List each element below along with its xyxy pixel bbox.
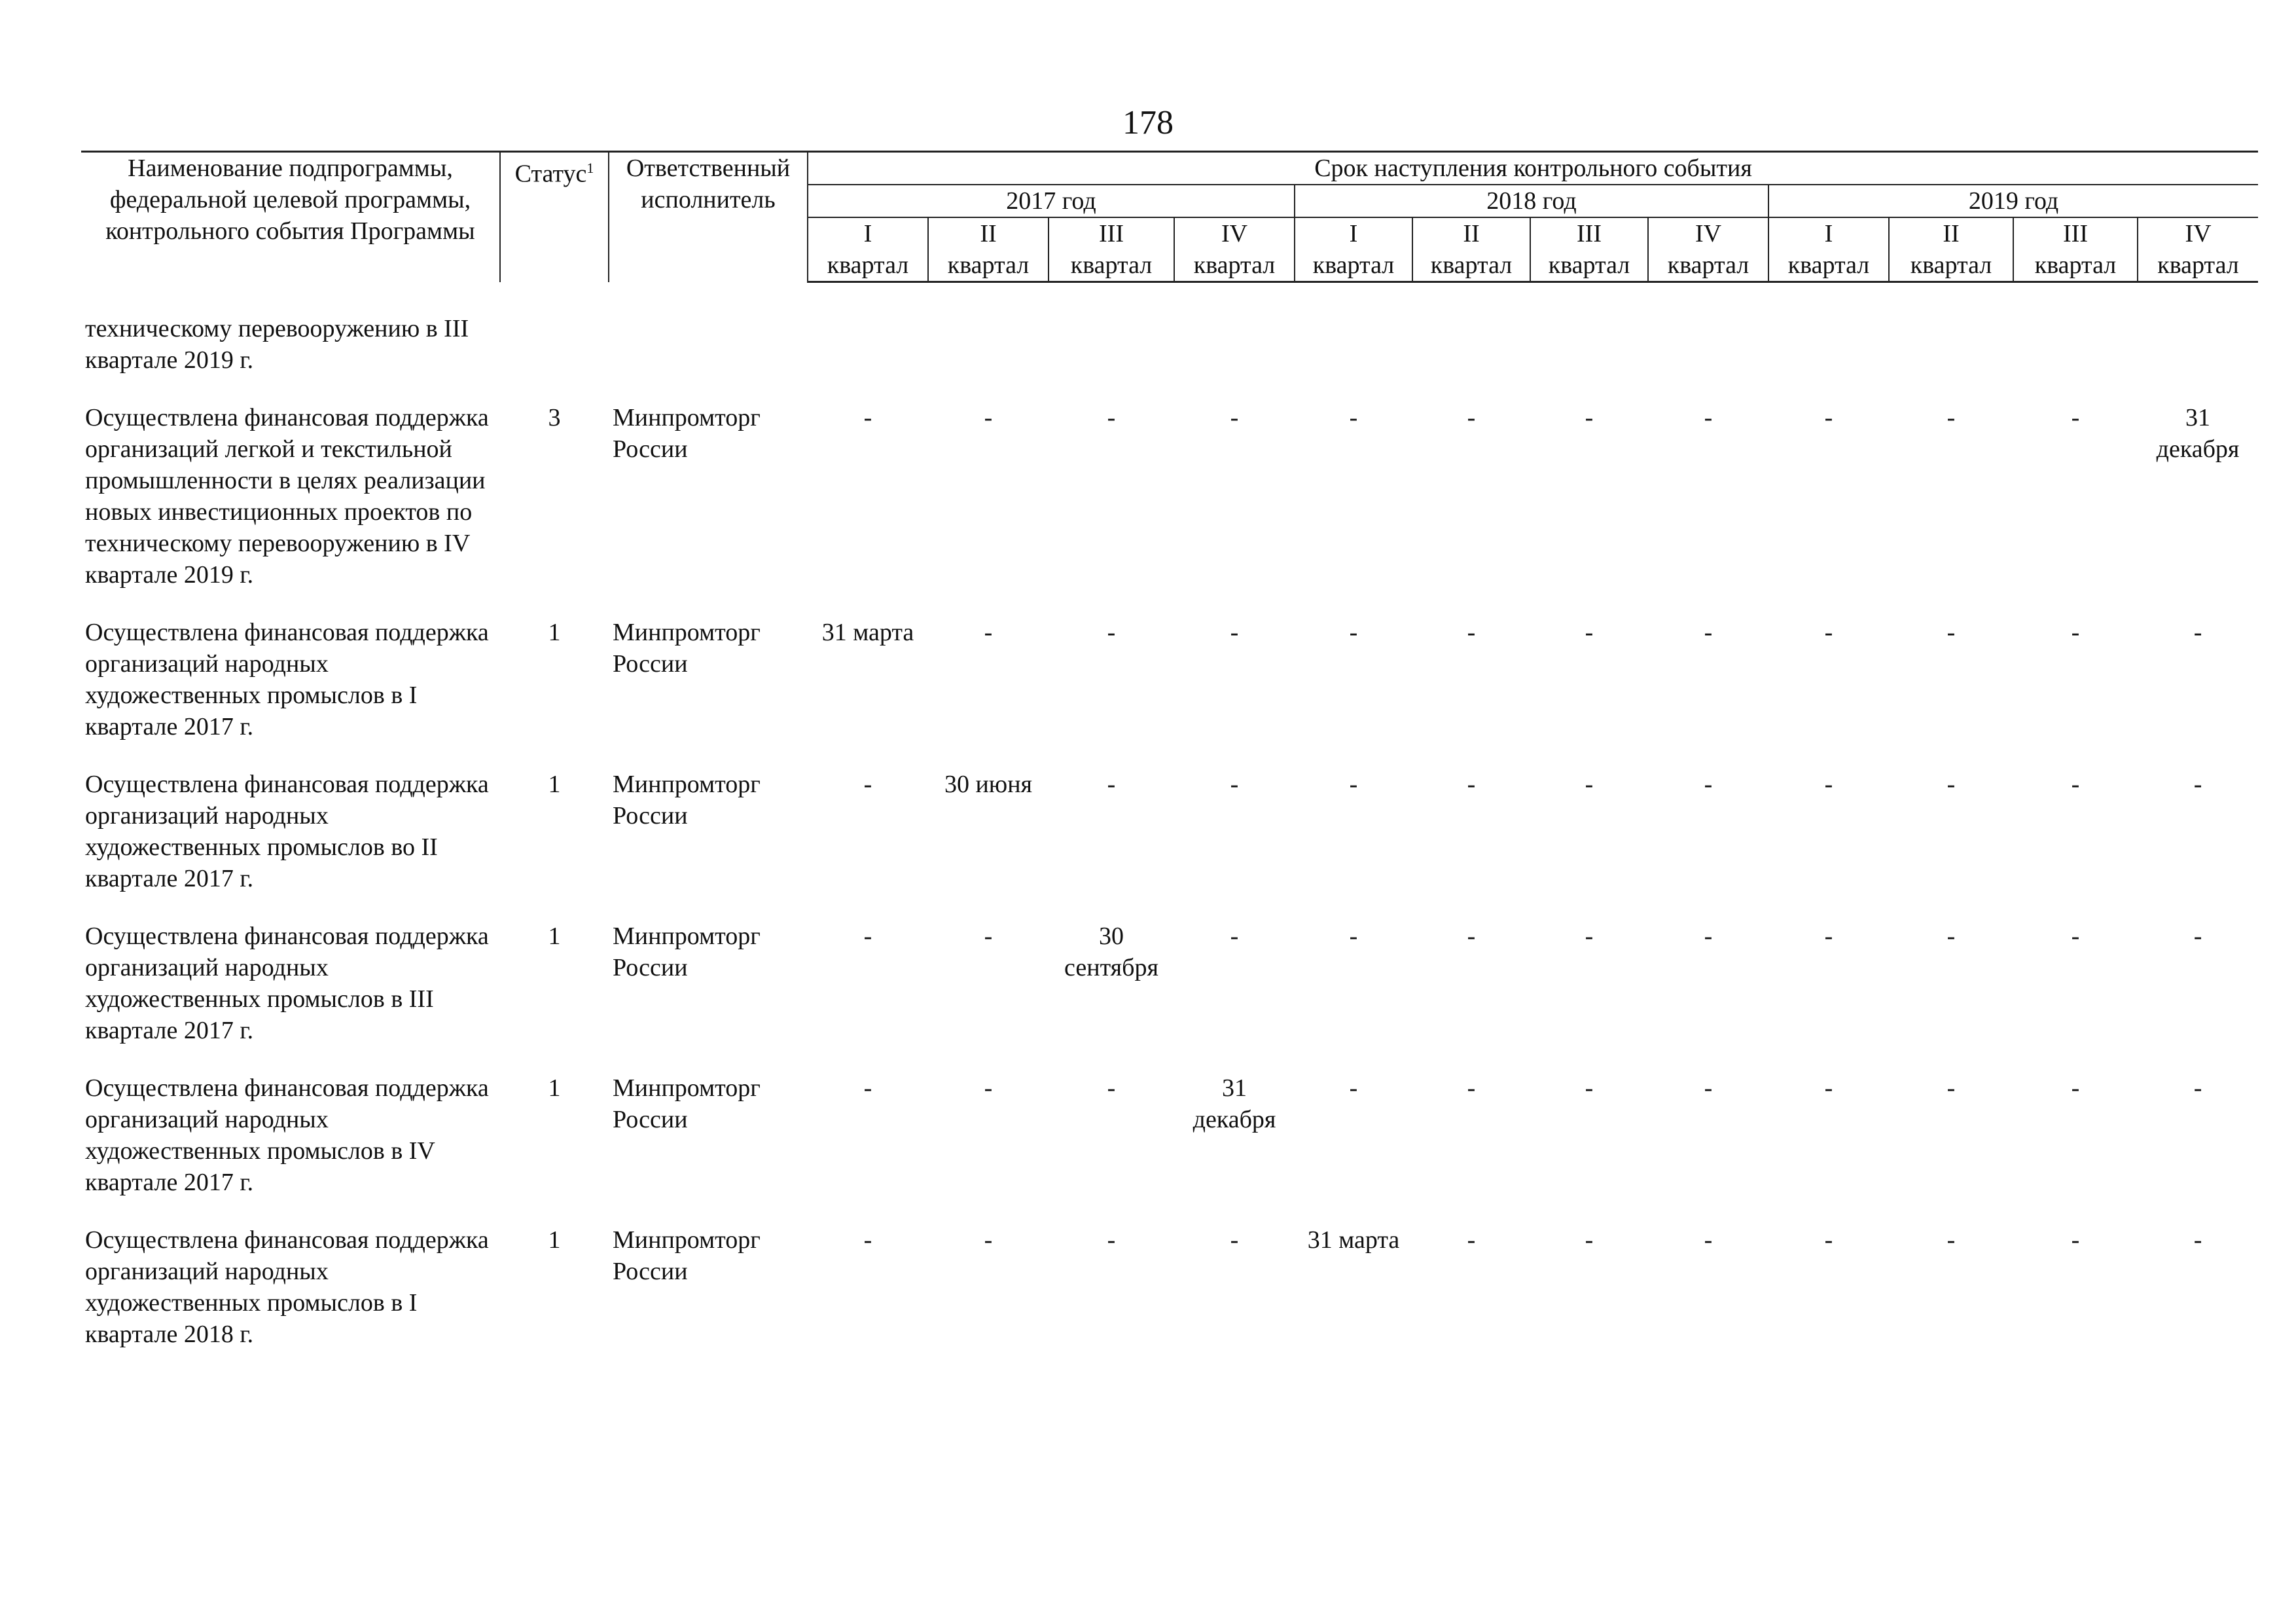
header-quarter-number: IV (2138, 217, 2258, 249)
quarter-deadline-cell (808, 313, 928, 402)
quarter-deadline-cell: - (1585, 1226, 1594, 1254)
status-cell: 1 (548, 619, 561, 646)
status-cell: 1 (548, 1226, 561, 1254)
quarter-deadline-cell (1049, 313, 1174, 402)
control-events-table (81, 151, 2258, 1376)
quarter-deadline-cell: - (1349, 619, 1358, 646)
header-name-column: Наименование подпрограммы, федеральной целевой программы, контрольного события Программы (81, 152, 500, 282)
quarter-deadline-cell: - (1467, 1074, 1476, 1102)
quarter-deadline-cell: - (863, 1074, 872, 1102)
header-quarter-number: I (1768, 217, 1889, 249)
table-row (81, 769, 2258, 921)
quarter-deadline-cell: - (2193, 619, 2202, 646)
quarter-deadline-cell: - (1704, 619, 1713, 646)
quarter-deadline-cell: - (1107, 1226, 1116, 1254)
quarter-deadline-cell: - (863, 922, 872, 950)
quarter-deadline-cell: - (1946, 1074, 1956, 1102)
header-status-label: Статус (514, 160, 587, 188)
quarter-deadline-cell (2138, 313, 2258, 402)
quarter-deadline-cell (2013, 313, 2138, 402)
header-quarter-label: квартал (1530, 249, 1648, 282)
quarter-deadline-cell: - (1946, 1226, 1956, 1254)
quarter-deadline-cell: - (863, 771, 872, 798)
quarter-deadline-cell: - (1824, 1226, 1833, 1254)
responsible-cell: Минпромторг России (613, 619, 761, 678)
quarter-deadline-cell: - (1946, 922, 1956, 950)
quarter-deadline-cell: - (1467, 922, 1476, 950)
quarter-deadline-cell (928, 313, 1049, 402)
header-year-2017: 2017 год (808, 185, 1295, 217)
quarter-deadline-cell: - (1230, 922, 1239, 950)
quarter-deadline-cell (1530, 313, 1648, 402)
quarter-deadline-cell: - (1349, 1074, 1358, 1102)
responsible-cell: Минпромторг России (613, 404, 761, 463)
quarter-deadline-cell: - (1824, 619, 1833, 646)
quarter-deadline-cell: 30 сентября (1064, 922, 1158, 981)
responsible-cell: Минпромторг России (613, 922, 761, 981)
status-cell (500, 313, 609, 402)
quarter-deadline-cell: - (2071, 619, 2080, 646)
header-quarter-label: квартал (1295, 249, 1412, 282)
event-name-cell: техническому перевооружению в III квартале 2019 г. (85, 315, 469, 374)
quarter-deadline-cell: - (863, 404, 872, 431)
quarter-deadline-cell: - (2071, 1074, 2080, 1102)
quarter-deadline-cell: - (1704, 922, 1713, 950)
header-quarter-number: II (1412, 217, 1530, 249)
quarter-deadline-cell: - (2071, 404, 2080, 431)
quarter-deadline-cell: - (1107, 619, 1116, 646)
header-responsible-column: Ответственный исполнитель (609, 152, 808, 282)
header-quarter-number: III (1530, 217, 1648, 249)
quarter-deadline-cell: - (1946, 619, 1956, 646)
table-row (81, 1224, 2258, 1376)
status-cell: 1 (548, 922, 561, 950)
quarter-deadline-cell: - (1467, 619, 1476, 646)
table-row (81, 617, 2258, 769)
header-quarter-label: квартал (1049, 249, 1174, 282)
quarter-deadline-cell: - (2193, 771, 2202, 798)
quarter-deadline-cell: - (1704, 1074, 1713, 1102)
event-name-cell: Осуществлена финансовая поддержка организаций народных художественных промыслов в IV квартале 2017 г. (85, 1074, 489, 1196)
quarter-deadline-cell (1648, 313, 1768, 402)
quarter-deadline-cell: - (1704, 771, 1713, 798)
quarter-deadline-cell: - (2193, 1074, 2202, 1102)
responsible-cell: Минпромторг России (613, 1226, 761, 1285)
quarter-deadline-cell: - (1467, 1226, 1476, 1254)
header-year-2018: 2018 год (1295, 185, 1768, 217)
quarter-deadline-cell: - (1585, 404, 1594, 431)
quarter-deadline-cell (1174, 313, 1295, 402)
status-cell: 1 (548, 771, 561, 798)
quarter-deadline-cell: - (1230, 1226, 1239, 1254)
quarter-deadline-cell: - (984, 619, 993, 646)
quarter-deadline-cell: - (1230, 619, 1239, 646)
quarter-deadline-cell: - (1349, 771, 1358, 798)
quarter-deadline-cell (1412, 313, 1530, 402)
header-quarter-label: квартал (1648, 249, 1768, 282)
quarter-deadline-cell: - (1585, 619, 1594, 646)
quarter-deadline-cell: - (1349, 922, 1358, 950)
status-cell: 1 (548, 1074, 561, 1102)
quarter-deadline-cell (1889, 313, 2013, 402)
quarter-deadline-cell: 31 марта (1307, 1226, 1400, 1254)
quarter-deadline-cell: - (1230, 771, 1239, 798)
quarter-deadline-cell: - (1467, 404, 1476, 431)
header-quarter-number: III (1049, 217, 1174, 249)
quarter-deadline-cell: - (1946, 771, 1956, 798)
header-year-2019: 2019 год (1768, 185, 2258, 217)
header-quarter-label: квартал (808, 249, 928, 282)
header-quarter-number: II (1889, 217, 2013, 249)
quarter-deadline-cell: - (1585, 1074, 1594, 1102)
quarter-deadline-cell: - (2071, 771, 2080, 798)
table-row (81, 1072, 2258, 1224)
header-quarter-label: квартал (1768, 249, 1889, 282)
quarter-deadline-cell: - (1107, 404, 1116, 431)
table-row (81, 921, 2258, 1072)
quarter-deadline-cell: 31 марта (821, 619, 914, 646)
event-name-cell: Осуществлена финансовая поддержка организаций народных художественных промыслов в III квартале 2017 г. (85, 922, 489, 1044)
header-status-column (500, 152, 609, 282)
table-row (81, 313, 2258, 402)
header-quarter-number: IV (1174, 217, 1295, 249)
status-cell: 3 (548, 404, 561, 431)
quarter-deadline-cell: - (984, 1074, 993, 1102)
header-quarter-number: III (2013, 217, 2138, 249)
event-name-cell: Осуществлена финансовая поддержка организаций народных художественных промыслов во II квартале 2017 г. (85, 771, 489, 892)
quarter-deadline-cell: 30 июня (944, 771, 1033, 798)
quarter-deadline-cell: 31 декабря (1193, 1074, 1276, 1133)
event-name-cell: Осуществлена финансовая поддержка организаций народных художественных промыслов в I квартале 2017 г. (85, 619, 489, 740)
page-number: 178 (1122, 104, 1174, 141)
header-quarter-number: IV (1648, 217, 1768, 249)
header-quarter-number: I (808, 217, 928, 249)
quarter-deadline-cell (1295, 313, 1412, 402)
quarter-deadline-cell: - (1824, 1074, 1833, 1102)
quarter-deadline-cell: 31 декабря (2156, 404, 2240, 463)
quarter-deadline-cell: - (1467, 771, 1476, 798)
table-header (81, 152, 2258, 282)
quarter-deadline-cell: - (1585, 922, 1594, 950)
quarter-deadline-cell: - (1107, 771, 1116, 798)
responsible-cell: Минпромторг России (613, 1074, 761, 1133)
header-quarter-label: квартал (1889, 249, 2013, 282)
quarter-deadline-cell: - (984, 922, 993, 950)
quarter-deadline-cell: - (2071, 1226, 2080, 1254)
quarter-deadline-cell: - (1230, 404, 1239, 431)
header-quarter-label: квартал (928, 249, 1049, 282)
responsible-cell (609, 313, 808, 402)
quarter-deadline-cell: - (2071, 922, 2080, 950)
spacer-cell (81, 282, 2258, 314)
quarter-deadline-cell: - (1585, 771, 1594, 798)
quarter-deadline-cell (1768, 313, 1889, 402)
header-status-footnote: 1 (586, 160, 594, 176)
table-body (81, 282, 2258, 1377)
header-quarter-label: квартал (2138, 249, 2258, 282)
header-quarter-number: I (1295, 217, 1412, 249)
quarter-deadline-cell: - (1107, 1074, 1116, 1102)
header-quarter-label: квартал (2013, 249, 2138, 282)
header-deadline: Срок наступления контрольного события (808, 152, 2258, 185)
quarter-deadline-cell: - (1704, 404, 1713, 431)
event-name-cell: Осуществлена финансовая поддержка организаций народных художественных промыслов в I квартале 2018 г. (85, 1226, 489, 1348)
header-quarter-label: квартал (1412, 249, 1530, 282)
responsible-cell: Минпромторг России (613, 771, 761, 830)
header-spacer (81, 282, 2258, 314)
quarter-deadline-cell: - (863, 1226, 872, 1254)
quarter-deadline-cell: - (2193, 922, 2202, 950)
quarter-deadline-cell: - (1946, 404, 1956, 431)
quarter-deadline-cell: - (1824, 404, 1833, 431)
quarter-deadline-cell: - (2193, 1226, 2202, 1254)
event-name-cell: Осуществлена финансовая поддержка организаций легкой и текстильной промышленности в целях реализации новых инвестиционных проектов по техническому перевооружению в IV квартале 2019 г. (85, 404, 489, 589)
quarter-deadline-cell: - (1704, 1226, 1713, 1254)
table-row (81, 402, 2258, 617)
quarter-deadline-cell: - (1824, 922, 1833, 950)
quarter-deadline-cell: - (984, 1226, 993, 1254)
header-quarter-label: квартал (1174, 249, 1295, 282)
quarter-deadline-cell: - (1349, 404, 1358, 431)
header-quarter-number: II (928, 217, 1049, 249)
quarter-deadline-cell: - (1824, 771, 1833, 798)
quarter-deadline-cell: - (984, 404, 993, 431)
